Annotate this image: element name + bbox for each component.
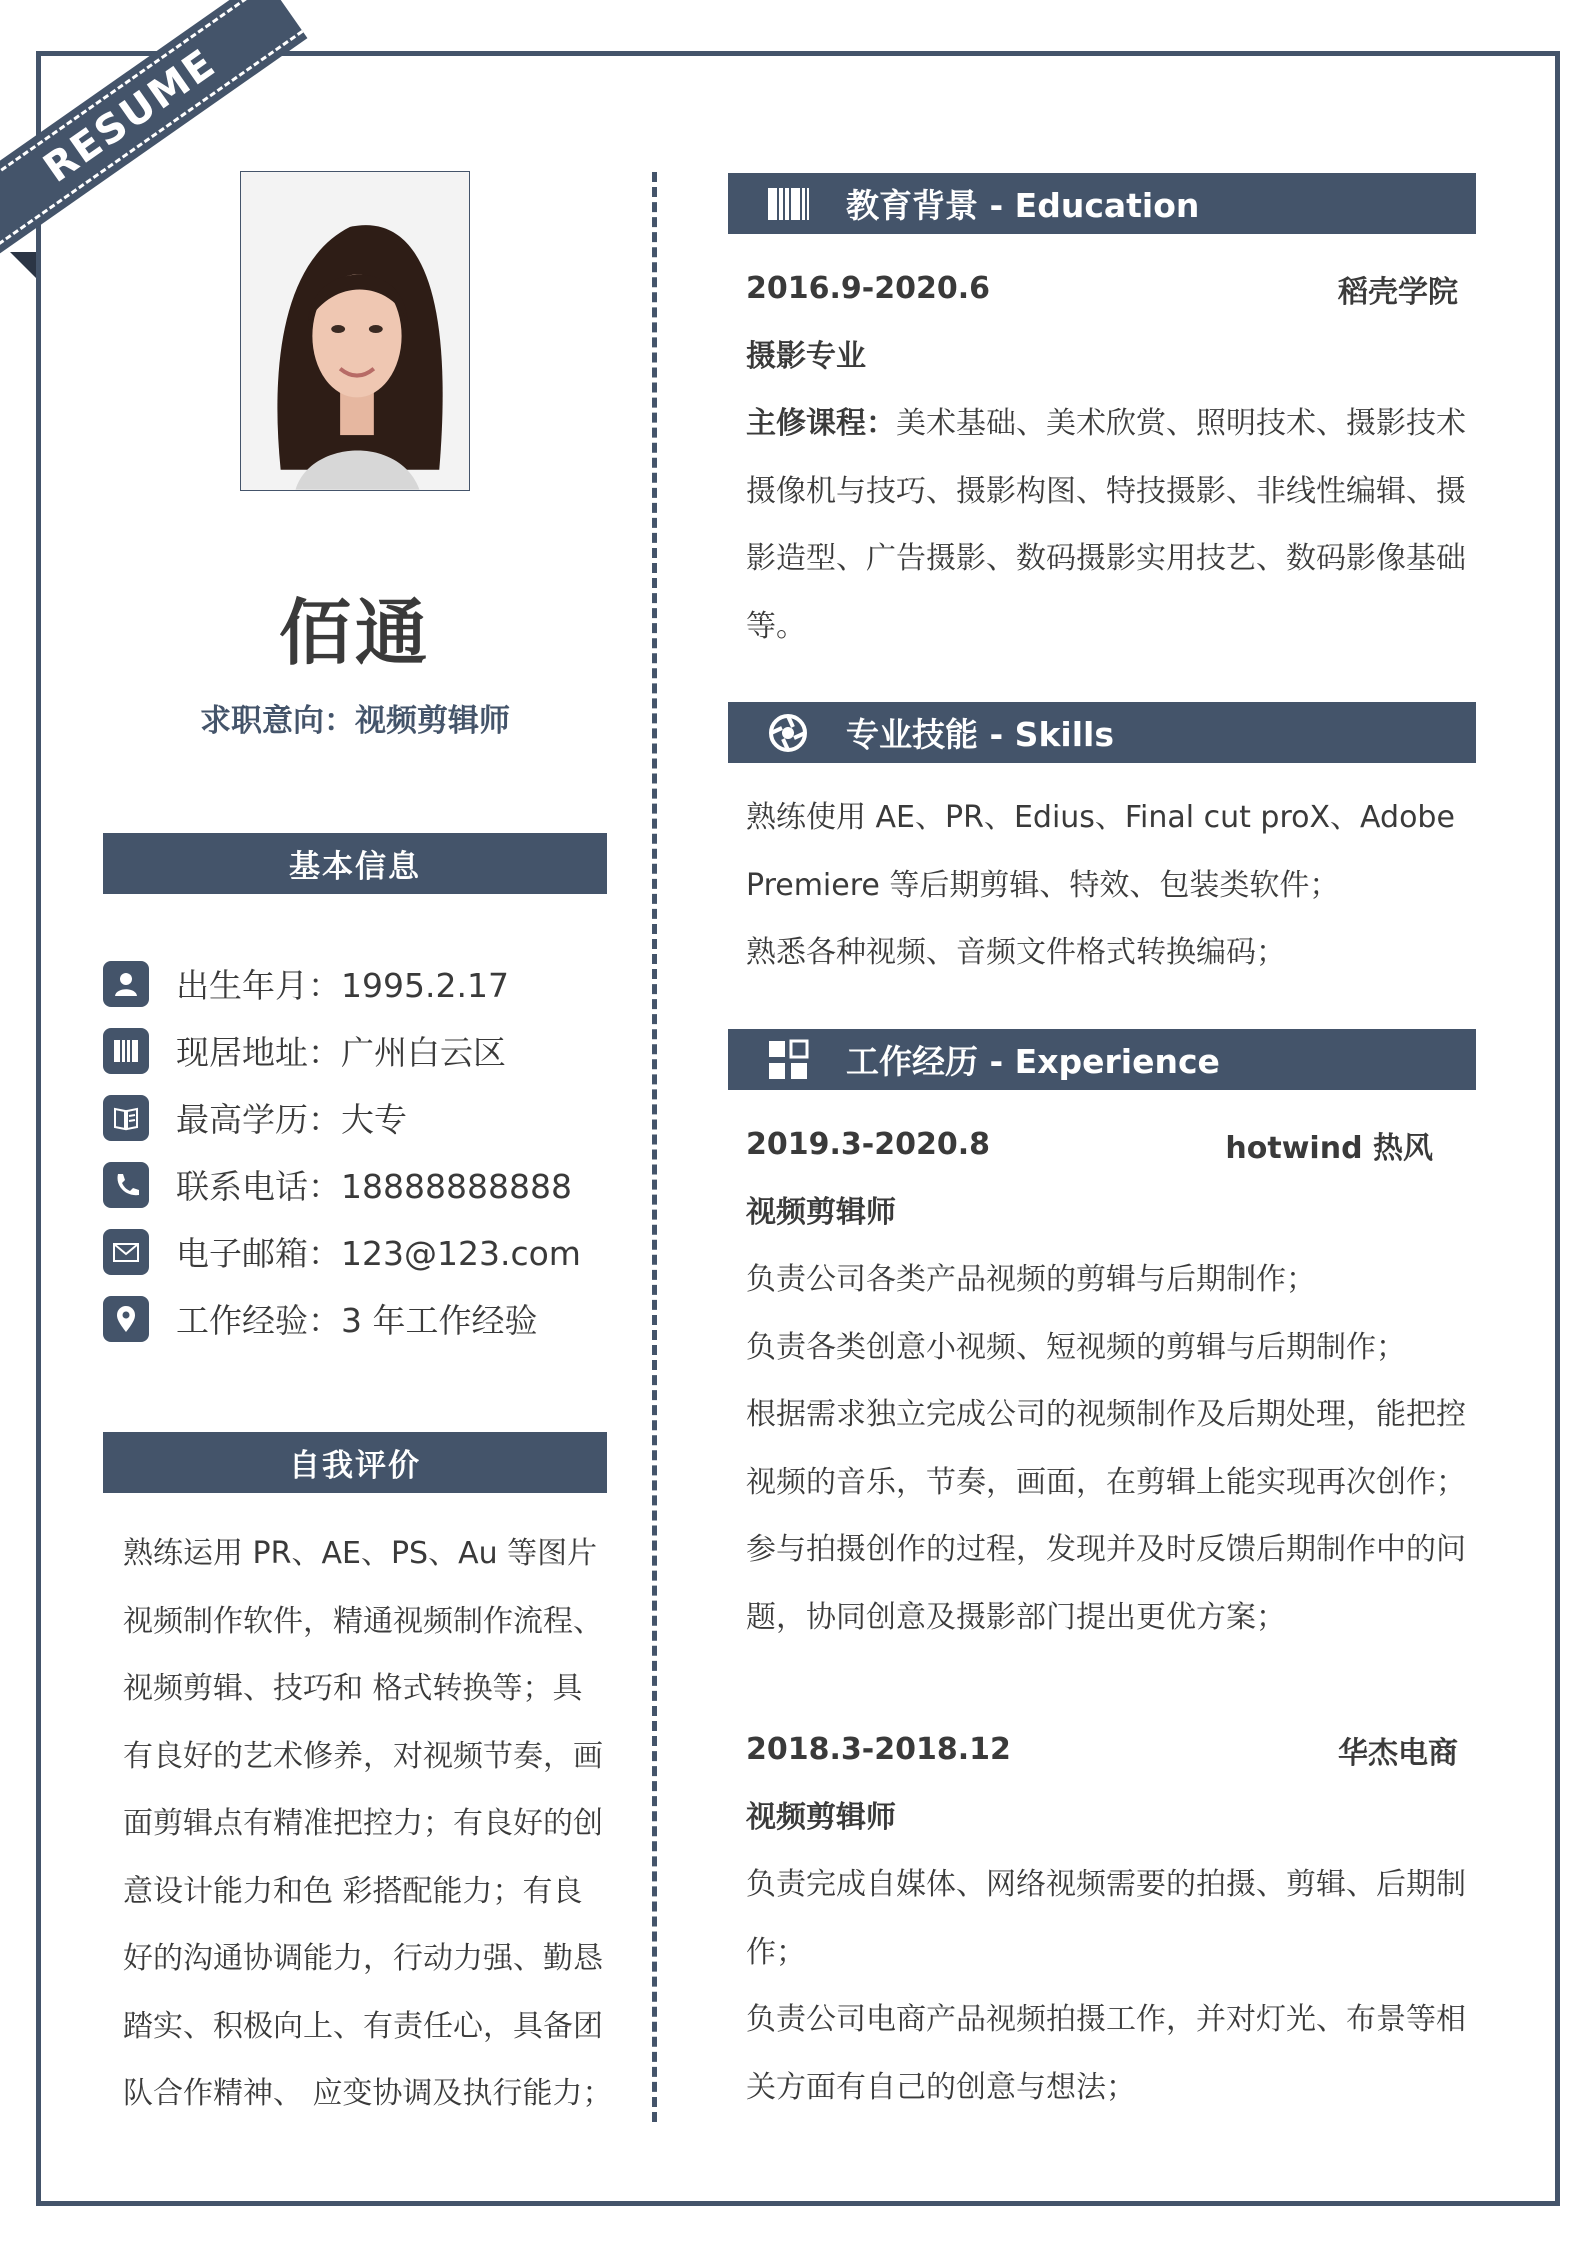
self-eval-line: 有良好的艺术修养，对视频节奏，画 bbox=[123, 1738, 603, 1774]
job-1-line: 根据需求独立完成公司的视频制作及后期处理，能把控 bbox=[746, 1397, 1466, 1432]
job-2-role: 视频剪辑师 bbox=[746, 1799, 896, 1835]
info-experience-text: 工作经验：3 年工作经验 bbox=[176, 1301, 538, 1340]
job-2-line: 负责完成自媒体、网络视频需要的拍摄、剪辑、后期制 bbox=[746, 1867, 1466, 1902]
job-1-line: 参与拍摄创作的过程，发现并及时反馈后期制作中的问 bbox=[746, 1532, 1466, 1567]
candidate-name: 佰通 bbox=[278, 591, 431, 675]
job-1-line: 视频的音乐，节奏，画面，在剪辑上能实现再次创作； bbox=[746, 1464, 1466, 1500]
experience-job-2 bbox=[746, 1716, 1466, 2121]
info-education-text: 最高学历：大专 bbox=[176, 1100, 407, 1139]
self-eval-line: 面剪辑点有精准把控力；有良好的创 bbox=[123, 1806, 603, 1841]
skills-title: 专业技能 - Skills bbox=[846, 715, 1114, 754]
ribbon-fold bbox=[10, 252, 36, 278]
job-1-line: 题，协同创意及摄影部门提出更优方案； bbox=[746, 1599, 1286, 1635]
location-pin-icon bbox=[103, 1296, 149, 1342]
job-2-line: 作； bbox=[746, 1934, 806, 1970]
education-courses-line: 影造型、广告摄影、数码摄影实用技艺、数码影像基础 bbox=[746, 541, 1466, 576]
skills-line: Premiere 等后期剪辑、特效、包装类软件； bbox=[746, 867, 1340, 903]
skills-line: 熟练使用 AE、PR、Edius、Final cut proX、Adobe bbox=[746, 800, 1455, 835]
info-row-address bbox=[103, 1017, 623, 1084]
book-icon bbox=[103, 1095, 149, 1141]
skills-block bbox=[746, 784, 1458, 987]
job-1-period: 2019.3-2020.8 bbox=[746, 1127, 990, 1163]
basic-info-title: 基本信息 bbox=[289, 849, 421, 885]
education-period: 2016.9-2020.6 bbox=[746, 271, 990, 307]
self-eval-line: 意设计能力和色 彩搭配能力；有良 bbox=[123, 1873, 583, 1909]
education-title: 教育背景 - Education bbox=[846, 186, 1200, 225]
self-eval-title: 自我评价 bbox=[289, 1448, 421, 1484]
basic-info-list bbox=[103, 950, 623, 1352]
experience-job-1 bbox=[746, 1111, 1466, 1651]
info-birth-text: 出生年月：1995.2.17 bbox=[176, 966, 509, 1005]
info-row-birth bbox=[103, 950, 623, 1017]
resume-ribbon-label: RESUME bbox=[35, 40, 225, 192]
job-1-row-head bbox=[746, 1111, 1458, 1179]
basic-info-header bbox=[103, 833, 607, 894]
self-eval-line: 好的沟通协调能力，行动力强、勤恳 bbox=[123, 1941, 603, 1976]
self-eval-line: 队合作精神、 应变协调及执行能力； bbox=[123, 2076, 613, 2111]
job-intent: 求职意向：视频剪辑师 bbox=[200, 703, 510, 739]
self-eval-line: 熟练运用 PR、AE、PS、Au 等图片 bbox=[123, 1536, 598, 1571]
job-1-line: 负责各类创意小视频、短视频的剪辑与后期制作； bbox=[746, 1329, 1406, 1365]
courses-label: 主修课程： bbox=[746, 406, 896, 441]
self-eval-text bbox=[123, 1520, 613, 2128]
info-row-education bbox=[103, 1084, 623, 1151]
job-1-line: 负责公司各类产品视频的剪辑与后期制作； bbox=[746, 1262, 1316, 1297]
info-phone-text: 联系电话：18888888888 bbox=[176, 1167, 572, 1206]
info-row-phone bbox=[103, 1151, 623, 1218]
skills-line: 熟悉各种视频、音频文件格式转换编码； bbox=[746, 935, 1286, 970]
profile-photo-image bbox=[241, 172, 469, 490]
education-header bbox=[728, 173, 1476, 234]
info-row-experience bbox=[103, 1285, 623, 1352]
job-2-company: 华杰电商 bbox=[1338, 1735, 1458, 1771]
column-divider bbox=[652, 172, 657, 2122]
job-2-period: 2018.3-2018.12 bbox=[746, 1732, 1011, 1768]
self-eval-header bbox=[103, 1432, 607, 1493]
grid-icon bbox=[766, 1038, 810, 1082]
self-eval-line: 踏实、积极向上、有责任心，具备团 bbox=[123, 2008, 603, 2044]
library-icon bbox=[766, 182, 810, 226]
education-block bbox=[746, 255, 1466, 660]
job-2-row-head bbox=[746, 1716, 1458, 1784]
info-address-text: 现居地址：广州白云区 bbox=[176, 1033, 506, 1072]
person-icon bbox=[103, 961, 149, 1007]
profile-photo bbox=[240, 171, 470, 491]
info-row-email bbox=[103, 1218, 623, 1285]
job-2-line: 负责公司电商产品视频拍摄工作，并对灯光、布景等相 bbox=[746, 2002, 1466, 2037]
building-icon bbox=[103, 1028, 149, 1074]
experience-title: 工作经历 - Experience bbox=[846, 1042, 1220, 1081]
job-1-role: 视频剪辑师 bbox=[746, 1194, 896, 1230]
education-school: 稻壳学院 bbox=[1338, 274, 1458, 310]
info-email-text: 电子邮箱：123@123.com bbox=[176, 1234, 581, 1273]
education-row-head bbox=[746, 255, 1458, 323]
phone-icon bbox=[103, 1162, 149, 1208]
education-courses-line: 摄像机与技巧、摄影构图、特技摄影、非线性编辑、摄 bbox=[746, 473, 1466, 509]
job-2-line: 关方面有自己的创意与想法； bbox=[746, 2069, 1136, 2105]
job-1-company: hotwind 热风 bbox=[1225, 1130, 1433, 1166]
education-courses-line: 等。 bbox=[746, 608, 806, 644]
experience-header bbox=[728, 1029, 1476, 1090]
skills-header bbox=[728, 702, 1476, 763]
education-courses-line bbox=[746, 390, 1466, 458]
mail-icon bbox=[103, 1229, 149, 1275]
self-eval-line: 视频剪辑、技巧和 格式转换等；具 bbox=[123, 1671, 583, 1706]
courses-text: 美术基础、美术欣赏、照明技术、摄影技术 bbox=[896, 406, 1466, 441]
education-major: 摄影专业 bbox=[746, 338, 866, 374]
self-eval-line: 视频制作软件，精通视频制作流程、 bbox=[123, 1603, 603, 1639]
aperture-icon bbox=[766, 711, 810, 755]
